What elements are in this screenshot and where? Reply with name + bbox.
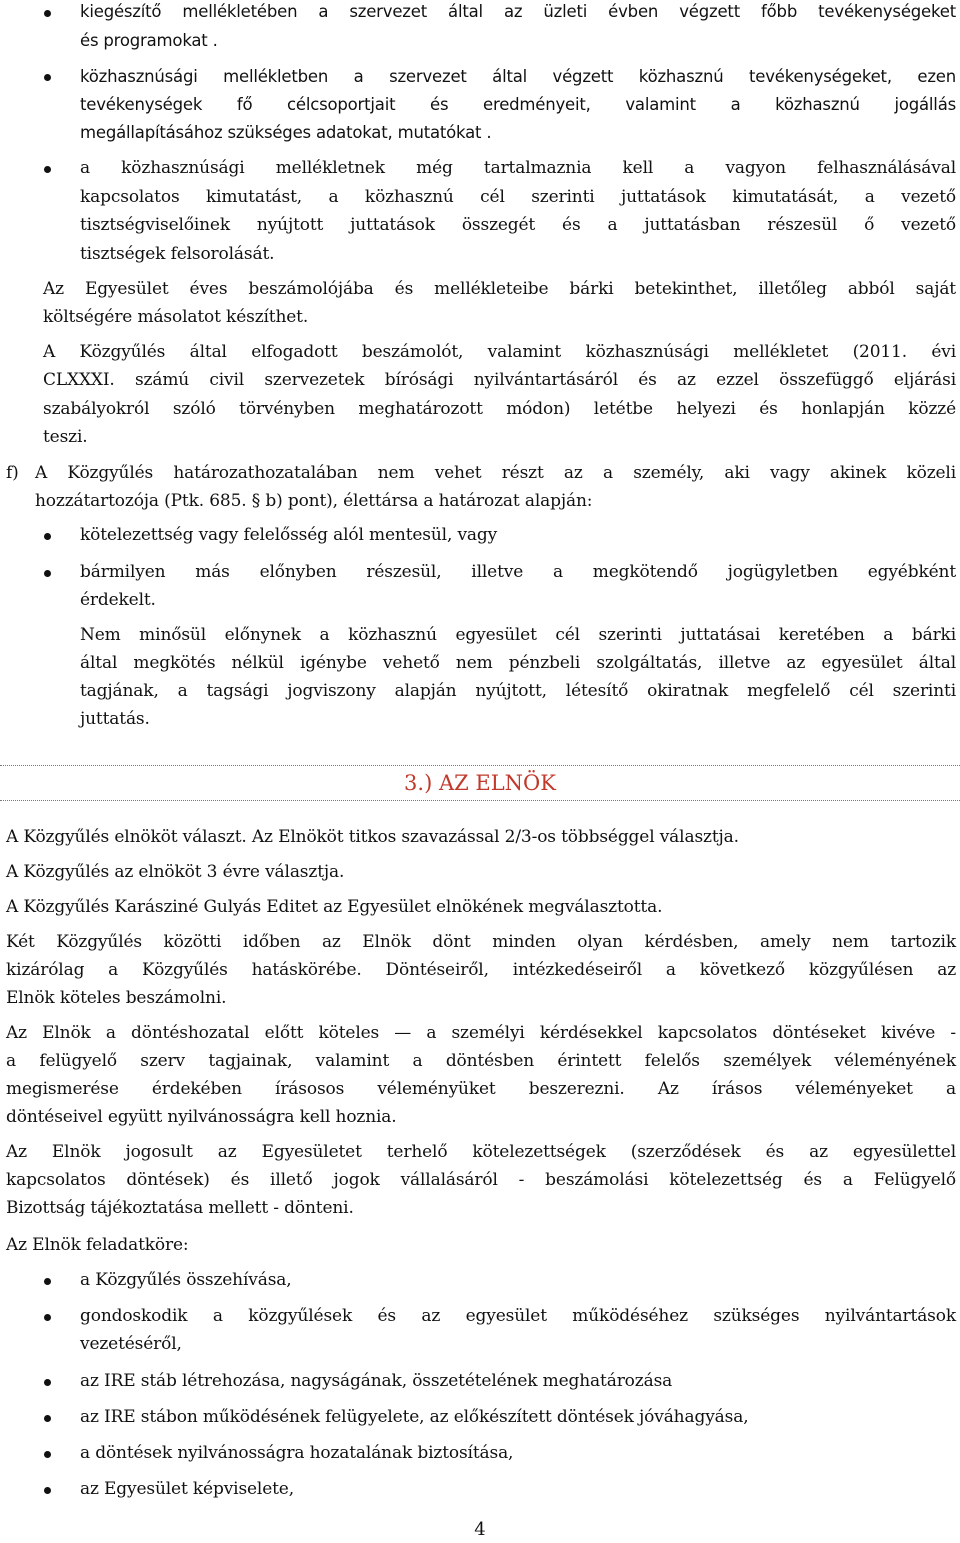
text-line: tisztségek felsorolását. [80, 244, 275, 264]
text-line: tevékenységek fő célcsoportjait és eredményeit, valamint a közhasznú jogállás [80, 95, 956, 114]
text-line: A Közgyűlés Karásziné Gulyás Editet az Egyesület elnökének megválasztotta. [6, 897, 663, 917]
text-line: közhasznúsági mellékletben a szervezet által végzett közhasznú tevékenységeket, ezen [80, 67, 956, 86]
text-line: hozzátartozója (Ptk. 685. § b) pont), élettársa a határozat alapján: [35, 491, 593, 511]
text-line: CLXXXI. számú civil szervezetek bírósági nyilvántartásáról és az ezzel összefüggő eljárási [43, 370, 956, 390]
text-line: a felügyelő szerv tagjainak, valamint a döntésben érintett felelős személyek véleményének [6, 1051, 956, 1071]
text-line: a közhasznúsági mellékletnek még tartalmaznia kell a vagyon felhasználásával [80, 158, 956, 178]
bullet-icon [44, 533, 51, 540]
text-line: az IRE stáb létrehozása, nagyságának, összetételének meghatározása [80, 1371, 673, 1391]
text-line: vezetéséről, [80, 1334, 182, 1354]
bullet-icon [44, 10, 51, 17]
bullet-icon [44, 74, 51, 81]
text-line: Nem minősül előnynek a közhasznú egyesület cél szerinti juttatásai keretében a bárki [80, 625, 956, 645]
text-line: a Közgyűlés összehívása, [80, 1270, 292, 1290]
page-number: 4 [474, 1519, 486, 1540]
text-line: Bizottság tájékoztatása mellett - dönteni. [6, 1198, 354, 1218]
text-line: az IRE stábon működésének felügyelete, az előkészített döntések jóváhagyása, [80, 1407, 749, 1427]
bullet-icon [44, 1314, 51, 1321]
text-line: A Közgyűlés által elfogadott beszámolót, valamint közhasznúsági mellékletet (2011. évi [43, 342, 956, 362]
text-line: kiegészítő mellékletében a szervezet által az üzleti évben végzett főbb tevékenységeket [80, 2, 956, 21]
bullet-icon [44, 1415, 51, 1422]
text-line: kapcsolatos kimutatást, a közhasznú cél szerinti juttatások kimutatását, a vezető [80, 187, 956, 207]
text-line: kapcsolatos döntések) és illető jogok vállalásáról - beszámolási kötelezettség és a Felügyelő [6, 1170, 956, 1190]
text-line: Két Közgyűlés közötti időben az Elnök dönt minden olyan kérdésben, amely nem tartozik [6, 932, 956, 952]
divider [0, 800, 960, 801]
text-line: A Közgyűlés határozathozatalában nem vehet részt az a személy, aki vagy akinek közeli [35, 463, 956, 483]
text-line: költségére másolatot készíthet. [43, 307, 309, 327]
text-line: teszi. [43, 427, 88, 447]
text-line: Elnök köteles beszámolni. [6, 988, 227, 1008]
bullet-icon [44, 166, 51, 173]
text-line: az Egyesület képviselete, [80, 1479, 294, 1499]
text-line: gondoskodik a közgyűlések és az egyesület működéséhez szükséges nyilvántartások [80, 1306, 956, 1326]
text-line: megállapításához szükséges adatokat, mutatókat . [80, 123, 492, 142]
text-line: érdekelt. [80, 590, 156, 610]
text-line: megismerése érdekében írásosos véleményüket beszerezni. Az írásos véleményeket a [6, 1079, 956, 1099]
text-line: Az Elnök feladatköre: [6, 1235, 189, 1255]
text-line: szabályokról szóló törvényben meghatározott módon) letétbe helyezi és honlapján közzé [43, 399, 956, 419]
text-line: kizárólag a Közgyűlés hatáskörébe. Döntéseiről, intézkedéseiről a következő közgyűlésen az [6, 960, 956, 980]
text-line: A Közgyűlés az elnököt 3 évre választja. [6, 862, 345, 882]
bullet-icon [44, 1379, 51, 1386]
text-line: tisztségviselőinek nyújtott juttatások összegét és a juttatásban részesül ő vezető [80, 215, 956, 235]
list-marker: f) [6, 463, 19, 483]
bullet-icon [44, 570, 51, 577]
text-line: tagjának, a tagsági jogviszony alapján nyújtott, létesítő okiratnak megfelelő cél szerinti [80, 681, 956, 701]
divider [0, 765, 960, 766]
bullet-icon [44, 1487, 51, 1494]
text-line: a döntések nyilvánosságra hozatalának biztosítása, [80, 1443, 514, 1463]
text-line: kötelezettség vagy felelősség alól mentesül, vagy [80, 525, 498, 545]
bullet-icon [44, 1451, 51, 1458]
text-line: A Közgyűlés elnököt választ. Az Elnököt titkos szavazással 2/3-os többséggel választja. [6, 827, 739, 847]
section-heading: 3.) AZ ELNÖK [404, 771, 556, 795]
text-line: és programokat . [80, 31, 218, 50]
text-line: Az Elnök a döntéshozatal előtt köteles — a személyi kérdésekkel kapcsolatos döntéseket kivéve - [6, 1023, 956, 1043]
text-line: Az Egyesület éves beszámolójába és mellékleteibe bárki betekinthet, illetőleg abból saját [43, 279, 956, 299]
text-line: döntéseivel együtt nyilvánosságra kell hoznia. [6, 1107, 397, 1127]
text-line: bármilyen más előnyben részesül, illetve a megkötendő jogügyletben egyébként [80, 562, 956, 582]
bullet-icon [44, 1278, 51, 1285]
text-line: Az Elnök jogosult az Egyesületet terhelő kötelezettségek (szerződések és az egyesülettel [6, 1142, 956, 1162]
text-line: által megkötés nélkül igénybe vehető nem pénzbeli szolgáltatás, illetve az egyesület által [80, 653, 956, 673]
text-line: juttatás. [80, 709, 150, 729]
